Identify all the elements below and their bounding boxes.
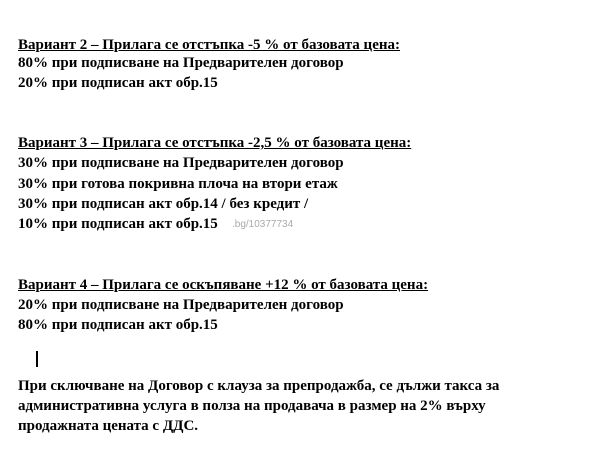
variant-3-line-4: 10% при подписан акт обр.15	[18, 216, 218, 232]
variant-4-line-2: 80% при подписан акт обр.15	[18, 317, 218, 333]
variant-3-line-3: 30% при подписан акт обр.14 / без кредит /	[18, 196, 309, 212]
variant-4-line-1: 20% при подписване на Предварителен договор	[18, 297, 344, 313]
variant-3-line-1: 30% при подписване на Предварителен договор	[18, 155, 344, 171]
variant-3-line-2: 30% при готова покривна плоча на втори етаж	[18, 176, 338, 192]
text-cursor[interactable]	[36, 351, 38, 367]
variant-4-heading: Вариант 4 – Прилага се оскъпяване +12 % от базовата цена:	[18, 277, 429, 293]
footer-line-3: продажната цената с ДДС.	[18, 418, 199, 434]
variant-2-line-2: 20% при подписан акт обр.15	[18, 75, 218, 91]
variant-3-heading: Вариант 3 – Прилага се отстъпка -2,5 % от базовата цена:	[18, 135, 412, 151]
variant-2-line-1: 80% при подписване на Предварителен договор	[18, 55, 344, 71]
footer-line-1: При сключване на Договор с клауза за препродажба, се дължи такса за	[18, 378, 500, 394]
watermark-text: .bg/10377734	[232, 219, 294, 230]
footer-line-2: административна услуга в полза на продавача в размер на 2% върху	[18, 398, 486, 414]
variant-2-heading: Вариант 2 – Прилага се отстъпка -5 % от базовата цена:	[18, 37, 400, 53]
